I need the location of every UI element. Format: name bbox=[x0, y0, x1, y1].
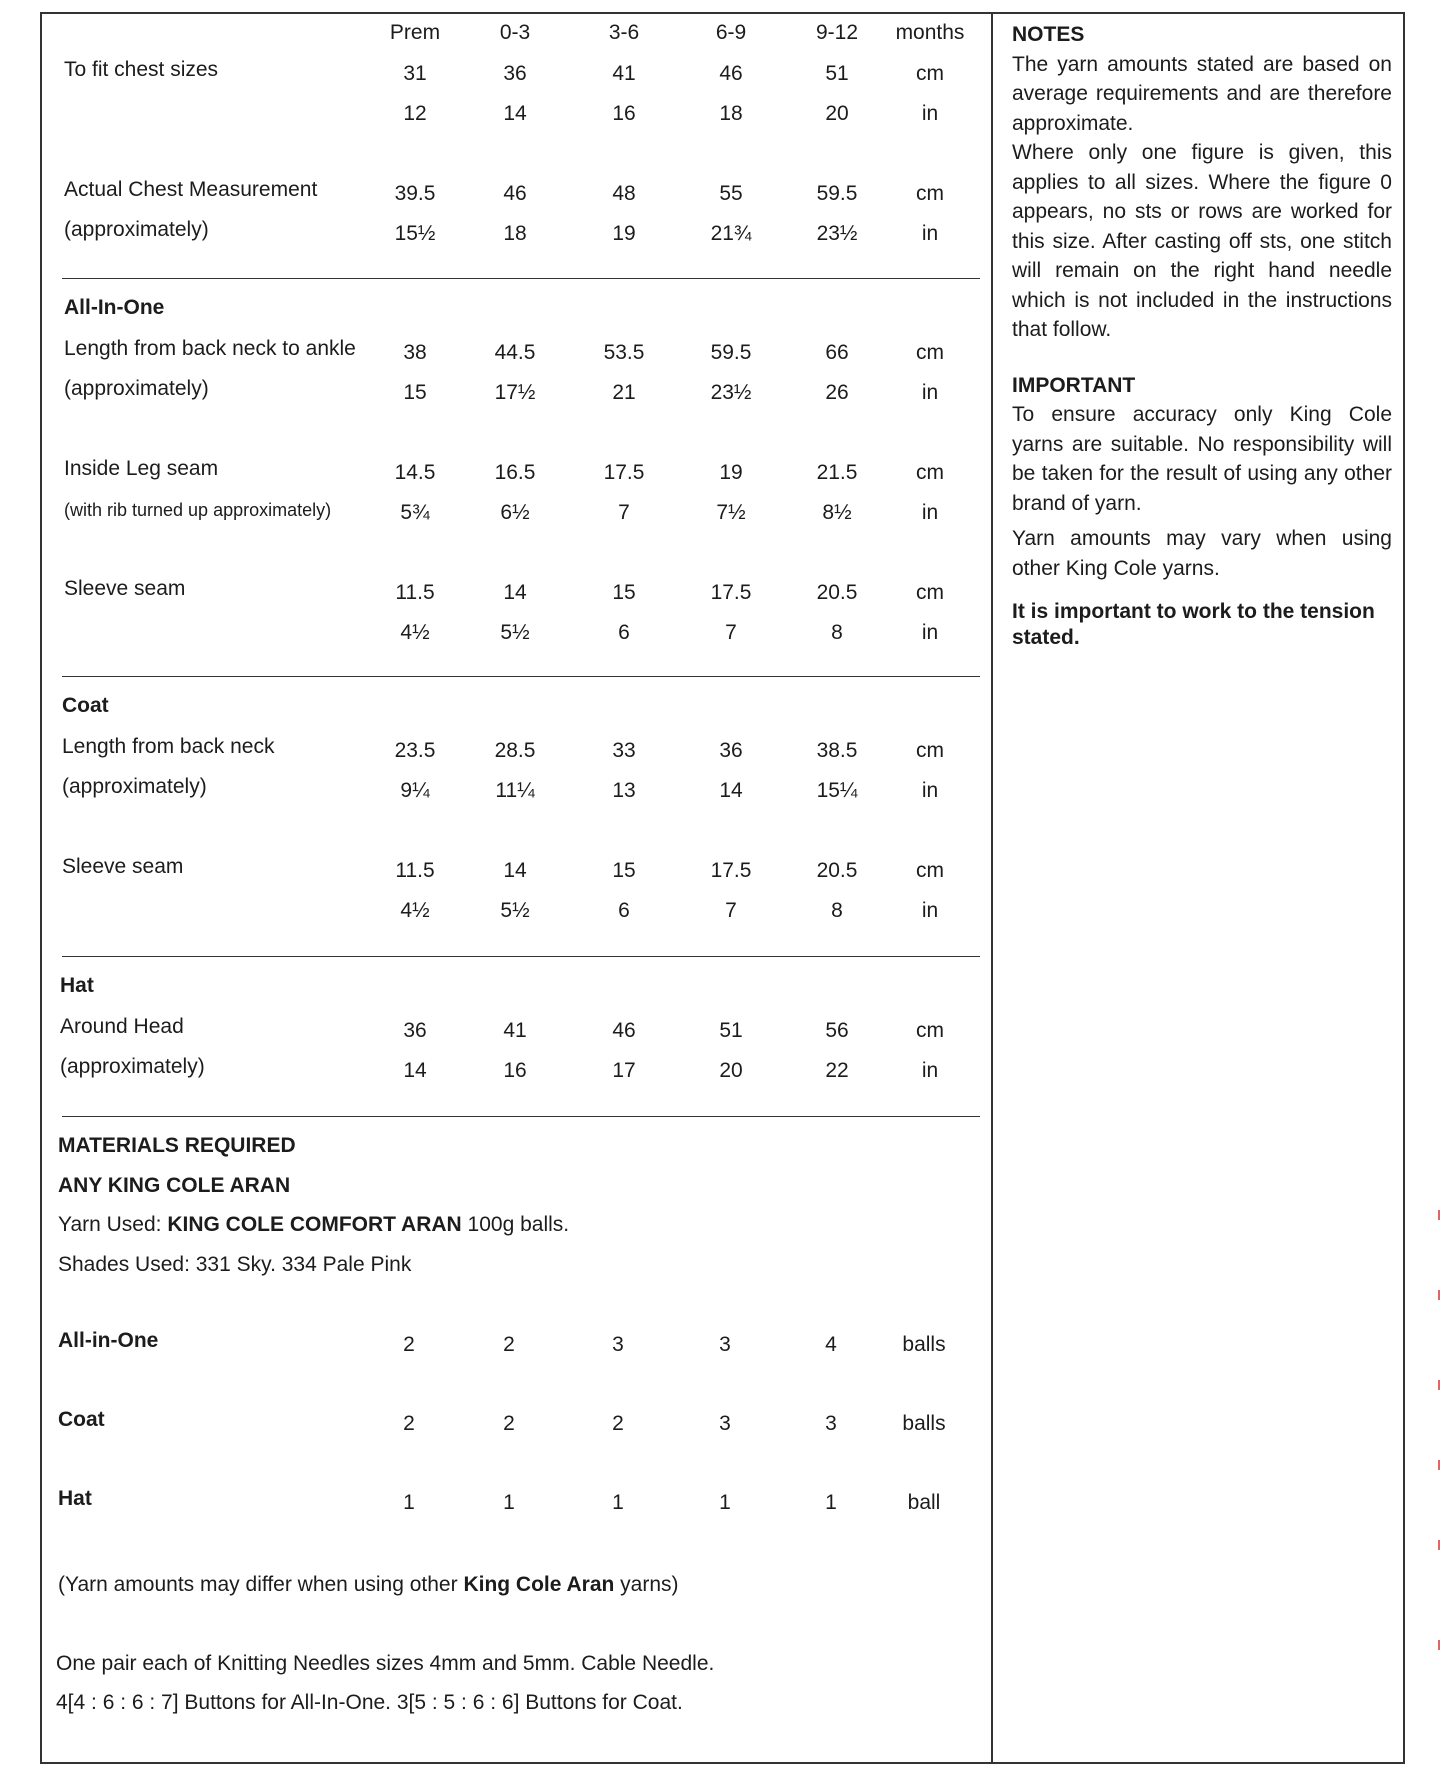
yarn-note-part: (Yarn amounts may differ when using other bbox=[58, 1573, 464, 1596]
notes-para-1: The yarn amounts stated are based on average requirements and are therefore approximate. bbox=[1012, 52, 1392, 135]
row-label: Around Head bbox=[60, 1015, 184, 1038]
aio-leg-cm-cell: cm bbox=[916, 461, 944, 484]
row-label: Inside Leg seam bbox=[64, 457, 219, 480]
yarn-used bbox=[58, 1212, 569, 1238]
hat-in-cell: 16 bbox=[503, 1059, 527, 1082]
chest-in-cell: 12 bbox=[403, 102, 427, 125]
chest-in-cell: 14 bbox=[503, 102, 527, 125]
size-header-cell: 6-9 bbox=[715, 21, 747, 44]
aio-leg-cm-cell: 16.5 bbox=[494, 461, 536, 484]
yarn-note bbox=[58, 1572, 679, 1598]
section-heading: Coat bbox=[62, 694, 109, 717]
chest-cm-cell: 46 bbox=[719, 62, 743, 85]
notes-panel bbox=[1012, 20, 1392, 651]
actual-cm-cell: 48 bbox=[612, 182, 636, 205]
size-header-cell: 3-6 bbox=[608, 21, 640, 44]
aio-sleeve-in-cell: 7 bbox=[725, 621, 737, 644]
notes-heading: NOTES bbox=[1012, 23, 1085, 46]
yarn-used-part: Yarn Used: bbox=[58, 1213, 168, 1236]
aio-sleeve-cm-cell: 15 bbox=[612, 581, 636, 604]
coat-length-cm-cell: 38.5 bbox=[816, 739, 858, 762]
aio-leg-in-cell: in bbox=[921, 501, 939, 524]
yarn-note-part: King Cole Aran bbox=[463, 1573, 615, 1596]
row-label: (approximately) bbox=[64, 377, 209, 400]
actual-cm-cell: cm bbox=[916, 182, 944, 205]
buttons-text: 4[4 : 6 : 6 : 7] Buttons for All-In-One. 3[5 : 5 : 6 : 6] Buttons for Coat. bbox=[56, 1691, 683, 1714]
section-divider bbox=[62, 1116, 980, 1117]
chest-cm-cell: 31 bbox=[403, 62, 427, 85]
chest-in-cell: 16 bbox=[612, 102, 636, 125]
important-para-2: Yarn amounts may vary when using other King Cole yarns. bbox=[1012, 527, 1392, 580]
aio-sleeve-in-cell: 6 bbox=[618, 621, 630, 644]
aio-length-cm-cell: cm bbox=[916, 341, 944, 364]
hat-in-cell: 20 bbox=[719, 1059, 743, 1082]
section-heading: All-In-One bbox=[64, 296, 165, 319]
aio-sleeve-cm-cell: 11.5 bbox=[395, 581, 435, 604]
balls-cell: 1 bbox=[612, 1491, 624, 1514]
actual-cm-cell: 59.5 bbox=[816, 182, 858, 205]
aio-length-cm-cell: 44.5 bbox=[494, 341, 536, 364]
coat-sleeve-cm-cell: cm bbox=[916, 859, 944, 882]
coat-sleeve-cm-cell: 11.5 bbox=[395, 859, 435, 882]
row-label: Length from back neck to ankle bbox=[64, 337, 356, 360]
important-para-1: To ensure accuracy only King Cole yarns are suitable. No responsibility will be taken for the result of using any other brand of yarn. bbox=[1012, 403, 1392, 515]
balls-cell: 1 bbox=[825, 1491, 837, 1514]
coat-length-cm-cell: 23.5 bbox=[394, 739, 436, 762]
row-label: (with rib turned up approximately) bbox=[64, 500, 332, 520]
materials-row-label: All-in-One bbox=[58, 1329, 159, 1352]
aio-length-in-cell: 23½ bbox=[710, 381, 752, 404]
hat-cm-cell: 51 bbox=[719, 1019, 743, 1042]
balls-cell: ball bbox=[907, 1491, 941, 1514]
balls-cell: 2 bbox=[403, 1333, 415, 1356]
row-label: (approximately) bbox=[62, 775, 207, 798]
needles-text: One pair each of Knitting Needles sizes 4mm and 5mm. Cable Needle. bbox=[56, 1652, 715, 1675]
row-label: Length from back neck bbox=[62, 735, 275, 758]
aio-length-cm-cell: 53.5 bbox=[603, 341, 645, 364]
aio-leg-in-cell: 5¾ bbox=[400, 501, 430, 524]
important-para-3: It is important to work to the tension stated. bbox=[1012, 600, 1375, 649]
materials-heading: MATERIALS REQUIRED bbox=[58, 1134, 296, 1157]
balls-cell: 2 bbox=[503, 1333, 515, 1356]
aio-leg-in-cell: 8½ bbox=[822, 501, 852, 524]
row-label: To fit chest sizes bbox=[64, 58, 219, 81]
chest-cm-cell: cm bbox=[916, 62, 944, 85]
coat-length-in-cell: 9¼ bbox=[400, 779, 430, 802]
hat-cm-cell: 41 bbox=[503, 1019, 527, 1042]
section-divider bbox=[62, 956, 980, 957]
actual-in-cell: 21¾ bbox=[710, 222, 752, 245]
aio-length-cm-cell: 38 bbox=[403, 341, 427, 364]
balls-cell: balls bbox=[902, 1333, 946, 1356]
row-label: (approximately) bbox=[60, 1055, 205, 1078]
shades-used: Shades Used: 331 Sky. 334 Pale Pink bbox=[58, 1253, 412, 1276]
balls-cell: balls bbox=[902, 1412, 946, 1435]
aio-leg-in-cell: 7½ bbox=[716, 501, 746, 524]
important-heading: IMPORTANT bbox=[1012, 373, 1136, 397]
balls-cell: 4 bbox=[825, 1333, 837, 1356]
materials-row-label: Hat bbox=[58, 1487, 92, 1510]
balls-cell: 3 bbox=[612, 1333, 624, 1356]
aio-leg-cm-cell: 19 bbox=[719, 461, 743, 484]
hat-cm-cell: cm bbox=[916, 1019, 944, 1042]
coat-sleeve-cm-cell: 17.5 bbox=[710, 859, 752, 882]
coat-sleeve-in-cell: 4½ bbox=[400, 899, 430, 922]
balls-cell: 2 bbox=[612, 1412, 624, 1435]
coat-sleeve-cm-cell: 20.5 bbox=[816, 859, 858, 882]
chest-cm-cell: 36 bbox=[503, 62, 527, 85]
balls-cell: 3 bbox=[719, 1333, 731, 1356]
chest-cm-cell: 41 bbox=[612, 62, 636, 85]
chest-in-cell: in bbox=[921, 102, 939, 125]
actual-in-cell: in bbox=[921, 222, 939, 245]
coat-length-in-cell: in bbox=[921, 779, 939, 802]
balls-cell: 1 bbox=[403, 1491, 415, 1514]
column-divider bbox=[991, 12, 993, 1764]
balls-cell: 2 bbox=[503, 1412, 515, 1435]
actual-cm-cell: 55 bbox=[719, 182, 743, 205]
aio-leg-in-cell: 7 bbox=[618, 501, 630, 524]
size-header-cell: 0-3 bbox=[499, 21, 531, 44]
aio-length-in-cell: 26 bbox=[825, 381, 849, 404]
balls-cell: 2 bbox=[403, 1412, 415, 1435]
row-label: Actual Chest Measurement bbox=[64, 178, 318, 201]
yarn-used-part: KING COLE COMFORT ARAN bbox=[167, 1213, 462, 1236]
aio-sleeve-in-cell: 8 bbox=[831, 621, 843, 644]
coat-sleeve-in-cell: 8 bbox=[831, 899, 843, 922]
coat-length-cm-cell: cm bbox=[916, 739, 944, 762]
aio-length-in-cell: 15 bbox=[403, 381, 427, 404]
coat-length-cm-cell: 33 bbox=[612, 739, 636, 762]
actual-cm-cell: 39.5 bbox=[394, 182, 436, 205]
chest-in-cell: 20 bbox=[825, 102, 849, 125]
yarn-used-part: 100g balls. bbox=[461, 1213, 570, 1236]
coat-length-cm-cell: 28.5 bbox=[494, 739, 536, 762]
coat-length-in-cell: 13 bbox=[612, 779, 636, 802]
coat-sleeve-in-cell: 6 bbox=[618, 899, 630, 922]
aio-length-cm-cell: 59.5 bbox=[710, 341, 752, 364]
aio-length-in-cell: 17½ bbox=[494, 381, 536, 404]
hat-in-cell: 22 bbox=[825, 1059, 849, 1082]
balls-cell: 1 bbox=[503, 1491, 515, 1514]
aio-sleeve-cm-cell: 17.5 bbox=[710, 581, 752, 604]
coat-sleeve-in-cell: 7 bbox=[725, 899, 737, 922]
section-heading: Hat bbox=[60, 974, 94, 997]
chest-in-cell: 18 bbox=[719, 102, 743, 125]
aio-leg-cm-cell: 17.5 bbox=[603, 461, 645, 484]
balls-cell: 3 bbox=[719, 1412, 731, 1435]
hat-cm-cell: 36 bbox=[403, 1019, 427, 1042]
aio-length-cm-cell: 66 bbox=[825, 341, 849, 364]
actual-in-cell: 18 bbox=[503, 222, 527, 245]
hat-in-cell: in bbox=[921, 1059, 939, 1082]
materials-row-label: Coat bbox=[58, 1408, 105, 1431]
balls-cell: 1 bbox=[719, 1491, 731, 1514]
aio-leg-cm-cell: 21.5 bbox=[816, 461, 858, 484]
actual-cm-cell: 46 bbox=[503, 182, 527, 205]
aio-sleeve-cm-cell: 14 bbox=[503, 581, 527, 604]
notes-para-2: Where only one figure is given, this applies to all sizes. Where the figure 0 appears, no sts or rows are worked for this size. After casting off sts, one stitch will remain on the right hand needle which is not included in the instructions that follow. bbox=[1012, 141, 1392, 341]
aio-leg-cm-cell: 14.5 bbox=[394, 461, 436, 484]
aio-sleeve-cm-cell: 20.5 bbox=[816, 581, 858, 604]
row-label: Sleeve seam bbox=[64, 577, 186, 600]
hat-in-cell: 17 bbox=[612, 1059, 636, 1082]
coat-length-cm-cell: 36 bbox=[719, 739, 743, 762]
actual-in-cell: 23½ bbox=[816, 222, 858, 245]
aio-length-in-cell: in bbox=[921, 381, 939, 404]
materials-subheading: ANY KING COLE ARAN bbox=[58, 1174, 291, 1197]
aio-sleeve-in-cell: 5½ bbox=[500, 621, 530, 644]
aio-sleeve-cm-cell: cm bbox=[916, 581, 944, 604]
size-header-cell: months bbox=[895, 21, 965, 44]
hat-cm-cell: 46 bbox=[612, 1019, 636, 1042]
row-label: Sleeve seam bbox=[62, 855, 184, 878]
aio-sleeve-in-cell: in bbox=[921, 621, 939, 644]
section-divider bbox=[62, 676, 980, 677]
size-header-cell: Prem bbox=[389, 21, 441, 44]
coat-sleeve-cm-cell: 14 bbox=[503, 859, 527, 882]
actual-in-cell: 19 bbox=[612, 222, 636, 245]
yarn-note-part: yarns) bbox=[614, 1573, 679, 1596]
actual-in-cell: 15½ bbox=[394, 222, 436, 245]
section-divider bbox=[62, 278, 980, 279]
row-label: (approximately) bbox=[64, 218, 209, 241]
coat-sleeve-in-cell: 5½ bbox=[500, 899, 530, 922]
coat-sleeve-in-cell: in bbox=[921, 899, 939, 922]
hat-cm-cell: 56 bbox=[825, 1019, 849, 1042]
chest-cm-cell: 51 bbox=[825, 62, 849, 85]
coat-length-in-cell: 14 bbox=[719, 779, 743, 802]
coat-length-in-cell: 11¼ bbox=[495, 779, 535, 802]
coat-length-in-cell: 15¼ bbox=[816, 779, 858, 802]
coat-sleeve-cm-cell: 15 bbox=[612, 859, 636, 882]
aio-length-in-cell: 21 bbox=[612, 381, 636, 404]
aio-sleeve-in-cell: 4½ bbox=[400, 621, 430, 644]
hat-in-cell: 14 bbox=[403, 1059, 427, 1082]
balls-cell: 3 bbox=[825, 1412, 837, 1435]
size-header-cell: 9-12 bbox=[815, 21, 859, 44]
aio-leg-in-cell: 6½ bbox=[500, 501, 530, 524]
